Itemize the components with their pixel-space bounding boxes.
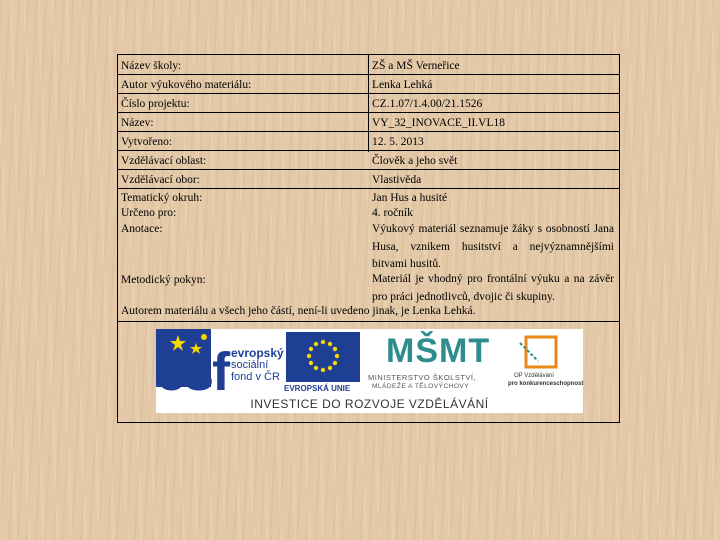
row-name: [118, 114, 619, 132]
row-created: [118, 133, 619, 151]
value-field: Vlastivěda: [372, 174, 422, 186]
esf-caption-line1: evropský: [231, 346, 284, 360]
msmt-line1: MINISTERSTVO ŠKOLSTVÍ,: [368, 373, 477, 382]
title-sheet: [117, 54, 620, 423]
row-annotation: [118, 221, 619, 273]
value-method: Materiál je vhodný pro frontální výuku a na závěr pro práci jednotlivců, dvojic či skupiny.: [372, 273, 614, 303]
label-author: Autor výukového materiálu:: [121, 79, 252, 91]
footnote-divider: [118, 321, 619, 322]
label-name: Název:: [121, 117, 154, 129]
label-audience: Určeno pro:: [121, 207, 177, 219]
value-school: ZŠ a MŠ Verneřice: [372, 60, 460, 72]
eu-logo-banner: [156, 329, 583, 413]
esf-letters: esf: [156, 342, 229, 402]
value-author: Lenka Lehká: [372, 79, 433, 91]
value-project: CZ.1.07/1.4.00/21.1526: [372, 98, 483, 110]
esf-caption-line2: sociální: [231, 359, 269, 371]
op-logo: [508, 333, 584, 395]
msmt-letters: MŠMT: [386, 332, 491, 370]
row-author: [118, 76, 619, 94]
op-line2: pro konkurenceschopnost: [508, 381, 584, 387]
banner-text: INVESTICE DO ROZVOJE VZDĚLÁVÁNÍ: [250, 397, 489, 411]
value-area: Člověk a jeho svět: [372, 155, 458, 167]
value-name: VY_32_INOVACE_II.VL18: [372, 117, 505, 129]
row-audience: [118, 205, 619, 221]
row-method: [118, 271, 619, 305]
row-topic: [118, 190, 619, 206]
esf-caption-line3: fond v ČR: [231, 371, 280, 383]
row-field: [118, 171, 619, 189]
op-line1: OP Vzdělávání: [514, 373, 554, 379]
label-project: Číslo projektu:: [121, 98, 190, 110]
label-field: Vzdělávací obor:: [121, 174, 200, 186]
label-annotation: Anotace:: [121, 223, 163, 235]
row-area: [118, 152, 619, 170]
value-topic: Jan Hus a husité: [372, 192, 448, 204]
esf-caption: [231, 347, 284, 383]
eu-stars-icon: [286, 332, 360, 382]
label-method: Metodický pokyn:: [121, 274, 206, 286]
value-annotation: Výukový materiál seznamuje žáky s osobností Jana Husa, vznikem husitství a nejvýznamnějšími bitvami husitů.: [372, 223, 614, 270]
label-area: Vzdělávací oblast:: [121, 155, 207, 167]
op-emblem-icon: [508, 333, 574, 373]
value-audience: 4. ročník: [372, 207, 413, 219]
label-topic: Tematický okruh:: [121, 192, 203, 204]
label-school: Název školy:: [121, 60, 182, 72]
label-created: Vytvořeno:: [121, 136, 173, 148]
msmt-line2: MLÁDEŽE A TĚLOVÝCHOVY: [372, 383, 470, 390]
row-school: [118, 57, 619, 75]
value-created: 12. 5. 2013: [372, 136, 424, 148]
eu-flag: [286, 332, 360, 382]
eu-label: EVROPSKÁ UNIE: [284, 384, 351, 393]
msmt-logo: [368, 331, 493, 395]
row-project: [118, 95, 619, 113]
author-footnote: Autorem materiálu a všech jeho částí, není-li uvedeno jinak, je Lenka Lehká.: [121, 305, 476, 317]
